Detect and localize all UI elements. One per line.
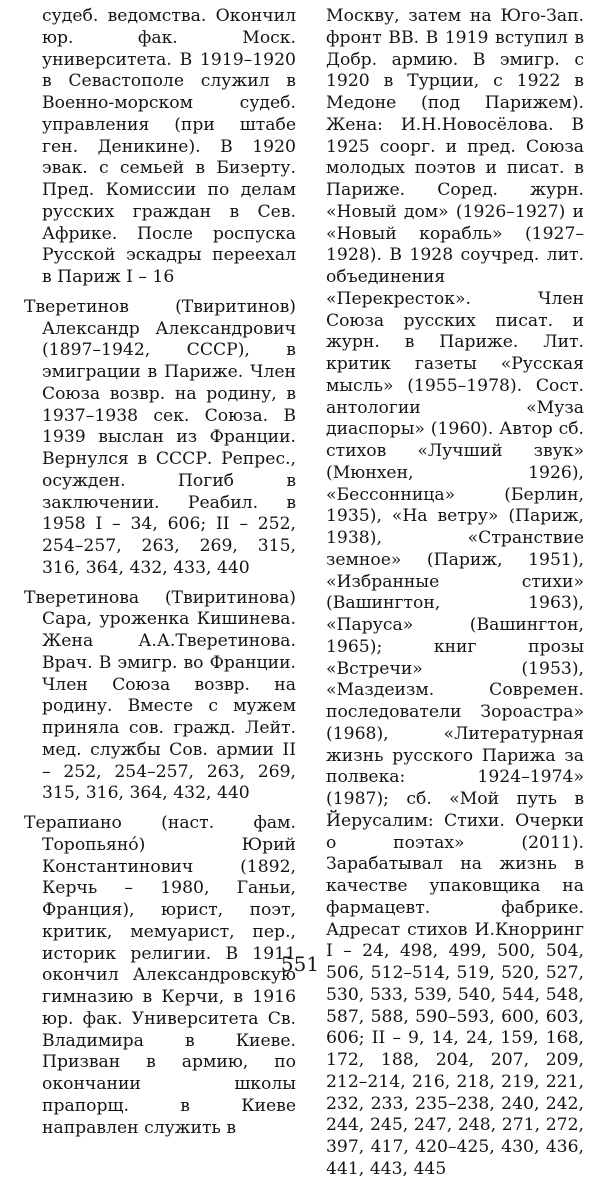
left-column: [24, 6, 296, 1147]
entry-continuation: судеб. ведомства. Окончил юр. фак. Моск. университета. В 1919–1920 в Севастополе служил в Военно-морском судеб. управления (при штабе ген. Деникине). В 1920 эвак. с семьей в Бизерту. Пред. Комиссии по делам русских граждан в Сев. Африке. После роспуска Русской эскадры переехал в Париж I – 16: [42, 6, 296, 287]
index-entry-tveretinov: Тверетинов (Твиритинов) Александр Александрович (1897–1942, СССР), в эмиграции в Париже. Член Союза возвр. на родину, в 1937–1938 сек. Союза. В 1939 выслан из Франции. Вернулся в СССР. Репрес., осужден. Погиб в заключении. Реабил. в 1958 I – 34, 606; II – 252, 254–257, 263, 269, 315, 316, 364, 432, 433, 440: [24, 296, 296, 578]
entry-continuation-terapiano: Москву, затем на Юго-Зап. фронт ВВ. В 1919 вступил в Добр. армию. В эмигр. с 1920 в Турции, с 1922 в Медоне (под Парижем). Жена: И.Н.Новосёлова. В 1925 соорг. и пред. Союза молодых поэтов и писат. в Париже. Соред. журн. «Новый дом» (1926–1927) и «Новый корабль» (1927–1928). В 1928 соучред. лит. объединения «Перекресток». Член Союза русских писат. и журн. в Париже. Лит. критик газеты «Русская мысль» (1955–1978). Сост. антологии «Муза диаспоры» (1960). Автор сб. стихов «Лучший звук» (Мюнхен, 1926), «Бессонница» (Берлин, 1935), «На ветру» (Париж, 1938), «Странствие земное» (Париж, 1951), «Избранные стихи» (Вашингтон, 1963), «Паруса» (Вашингтон, 1965); книг прозы «Встречи» (1953), «Маздеизм. Современ. последователи Зороастра» (1968), «Литературная жизнь русского Парижа за полвека: 1924–1974» (1987); сб. «Мой путь в Йерусалим: Стихи. Очерки о поэтах» (2011). Зарабатывал на жизнь в качестве упаковщика на фармацевт. фабрике. Адресат стихов И.Кнорринг I – 24, 498, 499, 500, 504, 506, 512–514, 519, 520, 527, 530, 533, 539, 540, 544, 548, 587, 588, 590–593, 600, 603, 606; II – 9, 14, 24, 159, 168, 172, 188, 204, 207, 209, 212–214, 216, 218, 219, 221, 232, 233, 235–238, 240, 242, 244, 245, 247, 248, 271, 272, 397, 417, 420–425, 430, 436, 441, 443, 445: [326, 6, 584, 1179]
page-number: 551: [280, 952, 320, 976]
index-entry-terapiano: Терапиано (наст. фам. Торопьянó) Юрий Константинович (1892, Керчь – 1980, Ганьи, Франция), юрист, поэт, критик, мемуарист, пер., историк религии. В 1911 окончил Александровскую гимназию в Керчи, в 1916 юр. фак. Университета Св. Владимира в Киеве. Призван в армию, по окончании школы прапорщ. в Киеве направлен служить в: [24, 813, 296, 1138]
right-column: [326, 6, 584, 1189]
index-entry-tveretinova: Тверетинова (Твиритинова) Сара, уроженка Кишинева. Жена А.А.Тверетинова. Врач. В эмигр. во Франции. Член Союза возвр. на родину. Вместе с мужем приняла сов. гражд. Лейт. мед. службы Сов. армии II – 252, 254–257, 263, 269, 315, 316, 364, 432, 440: [24, 587, 296, 804]
